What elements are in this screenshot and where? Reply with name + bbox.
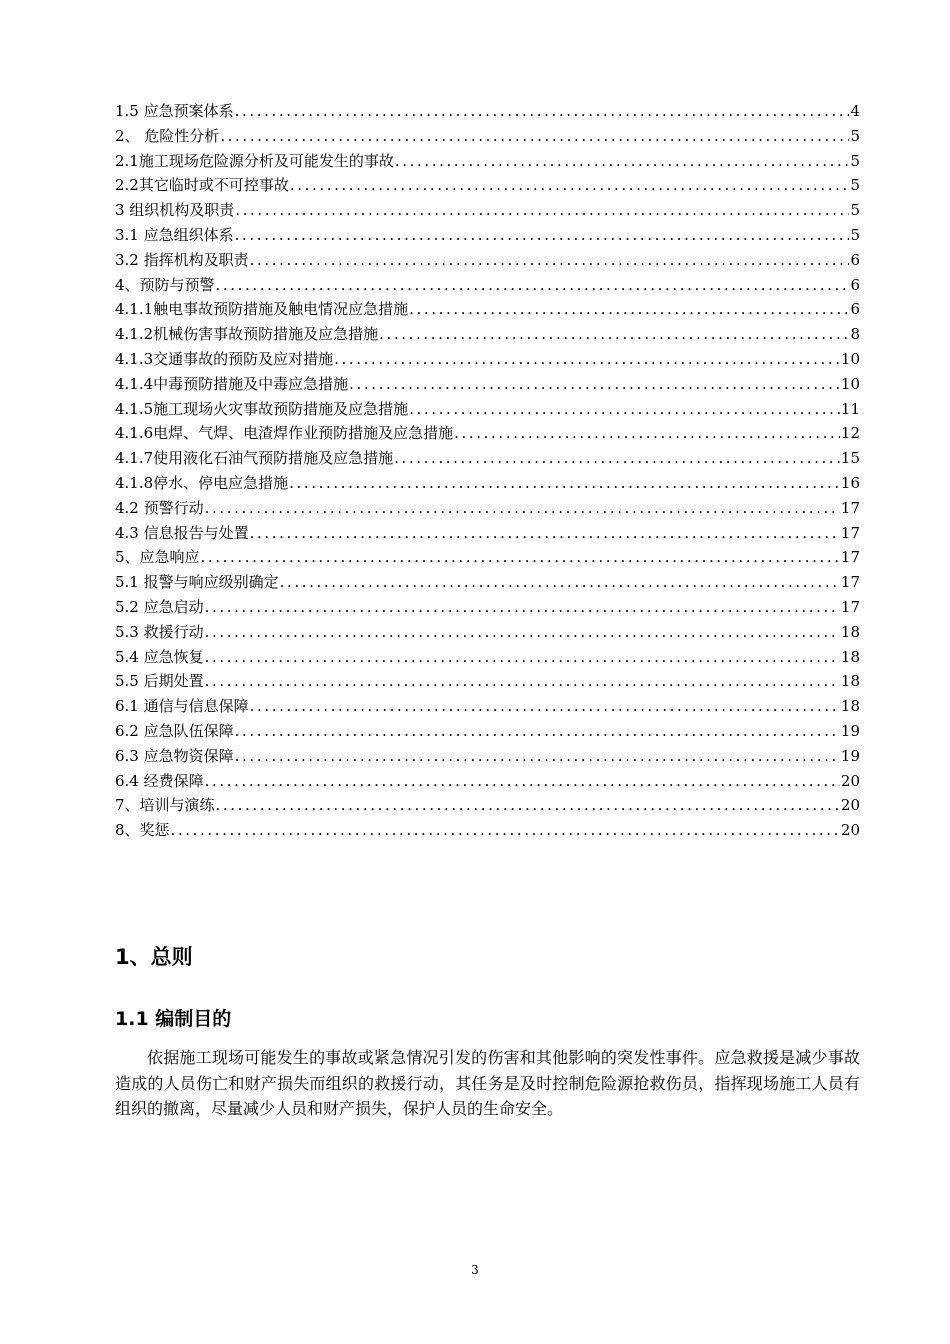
toc-entry-label: 2、 危险性分析: [115, 126, 220, 145]
toc-entry-label: 4.1.7使用液化石油气预防措施及应急措施: [115, 449, 394, 468]
toc-entry[interactable]: [115, 322, 860, 347]
toc-entry-page: 5: [850, 151, 860, 170]
toc-entry-label: 2.2其它临时或不可控事故: [115, 176, 289, 195]
toc-entry[interactable]: [115, 248, 860, 273]
toc-leader-dots: [395, 149, 850, 174]
toc-entry-page: 5: [850, 126, 860, 145]
toc-leader-dots: [349, 372, 840, 397]
toc-entry-page: 17: [840, 573, 860, 592]
toc-entry-label: 5.3 救援行动: [115, 622, 204, 641]
toc-entry[interactable]: [115, 645, 860, 670]
toc-entry-page: 5: [850, 225, 860, 244]
toc-leader-dots: [205, 769, 840, 794]
toc-entry-page: 5: [850, 201, 860, 220]
body-paragraph: 依据施工现场可能发生的事故或紧急情况引发的伤害和其他影响的突发性事件。应急救援是减少事故造成的人员伤亡和财产损失而组织的救援行动，其任务是及时控制危险源抢救伤员，指挥现场施工人员有组织的撤离，尽量减少人员和财产损失，保护人员的生命安全。: [115, 1048, 860, 1118]
toc-entry-page: 6: [850, 275, 860, 294]
toc-entry-page: 17: [840, 597, 860, 616]
page-number: 3: [471, 1263, 479, 1277]
toc-leader-dots: [409, 397, 840, 422]
toc-entry-page: 15: [840, 449, 860, 468]
toc-entry-label: 5、应急响应: [115, 548, 200, 567]
toc-entry-page: 18: [840, 647, 860, 666]
toc-entry-label: 4.1.5施工现场火灾事故预防措施及应急措施: [115, 399, 409, 418]
toc-entry-label: 6.4 经费保障: [115, 771, 204, 790]
toc-entry-page: 6: [850, 300, 860, 319]
toc-entry-label: 3.1 应急组织体系: [115, 225, 234, 244]
toc-entry[interactable]: [115, 595, 860, 620]
toc-entry-label: 4.1.4中毒预防措施及中毒应急措施: [115, 374, 349, 393]
toc-entry-page: 6: [850, 250, 860, 269]
toc-entry-label: 4、预防与预警: [115, 275, 215, 294]
toc-entry-label: 6.2 应急队伍保障: [115, 721, 234, 740]
toc-entry-page: 17: [840, 523, 860, 542]
toc-entry[interactable]: [115, 793, 860, 818]
toc-leader-dots: [235, 744, 840, 769]
toc-entry-page: 20: [840, 771, 860, 790]
toc-entry-page: 17: [840, 548, 860, 567]
toc-entry[interactable]: [115, 521, 860, 546]
toc-entry-page: 18: [840, 622, 860, 641]
toc-entry[interactable]: [115, 496, 860, 521]
toc-entry-label: 4.1.3交通事故的预防及应对措施: [115, 349, 334, 368]
toc-entry-page: 10: [840, 349, 860, 368]
toc-entry[interactable]: [115, 570, 860, 595]
toc-entry[interactable]: [115, 297, 860, 322]
toc-leader-dots: [205, 595, 840, 620]
toc-leader-dots: [205, 645, 840, 670]
toc-leader-dots: [379, 322, 849, 347]
toc-entry[interactable]: [115, 769, 860, 794]
toc-entry-page: 11: [840, 399, 860, 418]
toc-leader-dots: [394, 446, 840, 471]
toc-entry-page: 18: [840, 697, 860, 716]
toc-leader-dots: [290, 173, 850, 198]
toc-entry-label: 1.5 应急预案体系: [115, 102, 234, 120]
section-title: 1、总则: [115, 945, 193, 969]
toc-leader-dots: [235, 719, 840, 744]
toc-entry[interactable]: [115, 273, 860, 298]
toc-entry[interactable]: [115, 719, 860, 744]
toc-entry[interactable]: [115, 694, 860, 719]
toc-entry-page: 20: [840, 821, 860, 840]
toc-entry-label: 4.3 信息报告与处置: [115, 523, 249, 542]
toc-leader-dots: [235, 198, 849, 223]
toc-entry-label: 5.4 应急恢复: [115, 647, 204, 666]
toc-leader-dots: [250, 521, 840, 546]
toc-entry[interactable]: [115, 669, 860, 694]
toc-leader-dots: [216, 273, 850, 298]
toc-leader-dots: [201, 545, 840, 570]
toc-entry[interactable]: [115, 99, 860, 124]
toc-entry[interactable]: [115, 149, 860, 174]
toc-leader-dots: [289, 471, 840, 496]
toc-entry[interactable]: [115, 421, 860, 446]
toc-entry-page: 20: [840, 796, 860, 815]
toc-entry[interactable]: [115, 347, 860, 372]
toc-entry-label: 7、培训与演练: [115, 796, 215, 815]
toc-leader-dots: [205, 496, 840, 521]
toc-entry[interactable]: [115, 173, 860, 198]
toc-leader-dots: [235, 223, 850, 248]
toc-leader-dots: [250, 694, 840, 719]
toc-entry[interactable]: [115, 471, 860, 496]
toc-entry-label: 4.1.1触电事故预防措施及触电情况应急措施: [115, 300, 409, 319]
toc-entry-label: 5.5 后期处置: [115, 672, 204, 691]
toc-entry-page: 19: [840, 721, 860, 740]
toc-entry-page: 19: [840, 746, 860, 765]
toc-entry[interactable]: [115, 124, 860, 149]
table-of-contents: [115, 99, 860, 843]
toc-leader-dots: [205, 620, 840, 645]
toc-entry-page: 18: [840, 672, 860, 691]
toc-leader-dots: [220, 124, 849, 149]
toc-leader-dots: [171, 818, 840, 843]
toc-entry[interactable]: [115, 818, 860, 843]
toc-leader-dots: [334, 347, 840, 372]
toc-leader-dots: [409, 297, 849, 322]
toc-entry[interactable]: [115, 397, 860, 422]
toc-leader-dots: [454, 421, 840, 446]
toc-entry-label: 5.2 应急启动: [115, 597, 204, 616]
toc-entry-page: 5: [850, 176, 860, 195]
toc-entry-label: 2.1施工现场危险源分析及可能发生的事故: [115, 151, 394, 170]
toc-leader-dots: [235, 99, 850, 124]
toc-leader-dots: [216, 793, 840, 818]
toc-entry-label: 6.1 通信与信息保障: [115, 697, 249, 716]
toc-entry-label: 3 组织机构及职责: [115, 201, 235, 220]
toc-entry[interactable]: [115, 620, 860, 645]
toc-entry-label: 4.1.6电焊、气焊、电渣焊作业预防措施及应急措施: [115, 424, 454, 443]
toc-entry-page: 8: [850, 325, 860, 344]
toc-entry[interactable]: [115, 372, 860, 397]
toc-entry-page: 17: [840, 498, 860, 517]
toc-entry-label: 4.1.8停水、停电应急措施: [115, 473, 289, 492]
toc-leader-dots: [250, 248, 850, 273]
toc-entry-label: 5.1 报警与响应级别确定: [115, 573, 279, 592]
toc-entry-label: 6.3 应急物资保障: [115, 746, 234, 765]
subsection-title: 1.1 编制目的: [115, 1008, 232, 1030]
toc-entry[interactable]: [115, 223, 860, 248]
toc-entry[interactable]: [115, 198, 860, 223]
toc-entry-page: 10: [840, 374, 860, 393]
toc-entry[interactable]: [115, 744, 860, 769]
toc-entry-label: 4.2 预警行动: [115, 498, 204, 517]
toc-leader-dots: [280, 570, 840, 595]
toc-entry[interactable]: [115, 446, 860, 471]
toc-entry-page: 12: [840, 424, 860, 443]
toc-entry-page: 4: [850, 102, 860, 120]
toc-entry-page: 16: [840, 473, 860, 492]
toc-entry-label: 8、奖惩: [115, 821, 170, 840]
toc-entry-label: 4.1.2机械伤害事故预防措施及应急措施: [115, 325, 379, 344]
toc-entry-label: 3.2 指挥机构及职责: [115, 250, 249, 269]
toc-leader-dots: [205, 669, 840, 694]
toc-entry[interactable]: [115, 545, 860, 570]
